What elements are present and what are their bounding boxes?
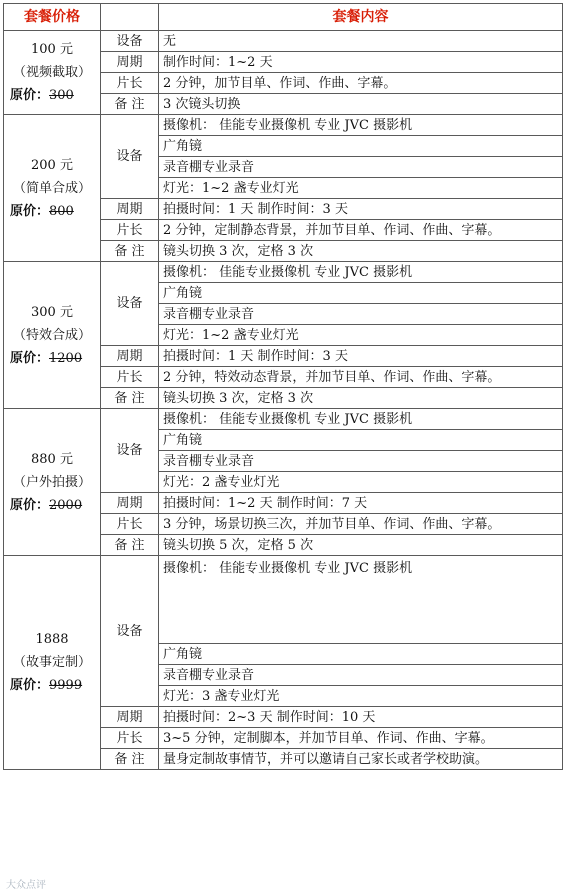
note-value: 镜头切换 3 次，定格 3 次 xyxy=(159,241,563,262)
length-label: 片长 xyxy=(101,220,159,241)
package-name: （户外拍摄） xyxy=(12,474,91,490)
package-table xyxy=(3,3,563,770)
equipment-value: 广角镜 xyxy=(159,136,563,157)
equipment-value: 录音棚专业录音 xyxy=(159,665,563,686)
equipment-value: 灯光：3 盏专业灯光 xyxy=(159,686,563,707)
note-label: 备 注 xyxy=(101,388,159,409)
equipment-value: 灯光：1~2 盏专业灯光 xyxy=(159,325,563,346)
package-name: （故事定制） xyxy=(12,655,91,670)
length-value: 2 分钟，加节目单、作词、作曲、字幕。 xyxy=(159,73,563,94)
note-label: 备 注 xyxy=(101,94,159,115)
equipment-value: 广角镜 xyxy=(159,644,563,665)
original-price: 原价：2000 xyxy=(10,497,83,513)
equipment-value: 录音棚专业录音 xyxy=(159,157,563,178)
length-value: 2 分钟，特效动态背景，并加节目单、作词、作曲、字幕。 xyxy=(159,367,563,388)
note-value: 镜头切换 3 次，定格 3 次 xyxy=(159,388,563,409)
length-label: 片长 xyxy=(101,73,159,94)
length-value: 3~5 分钟，定制脚本，并加节目单、作词、作曲、字幕。 xyxy=(159,728,563,749)
period-label: 周期 xyxy=(101,707,159,728)
content-column-header: 套餐内容 xyxy=(159,4,563,31)
price-column-header: 套餐价格 xyxy=(4,4,101,31)
package-price: 100 元 xyxy=(31,42,73,57)
equipment-value: 录音棚专业录音 xyxy=(159,304,563,325)
length-label: 片长 xyxy=(101,367,159,388)
note-label: 备 注 xyxy=(101,749,159,770)
original-price: 原价：800 xyxy=(10,203,74,219)
equipment-value: 无 xyxy=(159,31,563,52)
price-cell xyxy=(4,115,101,262)
original-price: 原价：9999 xyxy=(10,678,83,693)
period-label: 周期 xyxy=(101,52,159,73)
length-value: 3 分钟，场景切换三次，并加节目单、作词、作曲、字幕。 xyxy=(159,514,563,535)
equipment-value: 摄像机： 佳能专业摄像机 专业 JVC 摄影机 xyxy=(159,262,563,283)
equipment-value: 广角镜 xyxy=(159,430,563,451)
period-label: 周期 xyxy=(101,346,159,367)
package-name: （特效合成） xyxy=(12,327,91,343)
package-name: （视频截取） xyxy=(12,65,91,80)
equipment-value: 广角镜 xyxy=(159,283,563,304)
period-value: 拍摄时间：1 天 制作时间：3 天 xyxy=(159,199,563,220)
equipment-label: 设备 xyxy=(101,31,159,52)
table-row xyxy=(4,556,563,644)
equipment-label: 设备 xyxy=(101,556,159,707)
equipment-value: 灯光：2 盏专业灯光 xyxy=(159,472,563,493)
price-cell xyxy=(4,556,101,770)
period-value: 拍摄时间：1 天 制作时间：3 天 xyxy=(159,346,563,367)
original-price: 原价：1200 xyxy=(10,350,83,366)
period-label: 周期 xyxy=(101,199,159,220)
equipment-value: 摄像机： 佳能专业摄像机 专业 JVC 摄影机 xyxy=(159,556,563,644)
equipment-value: 摄像机： 佳能专业摄像机 专业 JVC 摄影机 xyxy=(159,409,563,430)
length-label: 片长 xyxy=(101,728,159,749)
equipment-label: 设备 xyxy=(101,115,159,199)
package-price: 300 元 xyxy=(31,304,73,320)
period-value: 制作时间：1~2 天 xyxy=(159,52,563,73)
package-name: （简单合成） xyxy=(12,180,91,196)
note-label: 备 注 xyxy=(101,535,159,556)
table-row xyxy=(4,115,563,136)
watermark: 大众点评 xyxy=(6,880,46,891)
price-cell xyxy=(4,31,101,115)
table-row xyxy=(4,262,563,283)
price-cell xyxy=(4,262,101,409)
period-value: 拍摄时间：1~2 天 制作时间：7 天 xyxy=(159,493,563,514)
package-price: 880 元 xyxy=(31,451,73,467)
length-value: 2 分钟，定制静态背景，并加节目单、作词、作曲、字幕。 xyxy=(159,220,563,241)
equipment-value: 灯光：1~2 盏专业灯光 xyxy=(159,178,563,199)
original-price: 原价：300 xyxy=(10,88,74,103)
note-label: 备 注 xyxy=(101,241,159,262)
table-row xyxy=(4,31,563,52)
equipment-label: 设备 xyxy=(101,409,159,493)
note-value: 镜头切换 5 次，定格 5 次 xyxy=(159,535,563,556)
label-column-header xyxy=(101,4,159,31)
table-row xyxy=(4,409,563,430)
note-value: 量身定制故事情节，并可以邀请自己家长或者学校助演。 xyxy=(159,749,563,770)
package-price: 1888 xyxy=(35,632,69,647)
equipment-value: 摄像机： 佳能专业摄像机 专业 JVC 摄影机 xyxy=(159,115,563,136)
length-label: 片长 xyxy=(101,514,159,535)
note-value: 3 次镜头切换 xyxy=(159,94,563,115)
price-cell xyxy=(4,409,101,556)
period-label: 周期 xyxy=(101,493,159,514)
equipment-value: 录音棚专业录音 xyxy=(159,451,563,472)
period-value: 拍摄时间：2~3 天 制作时间：10 天 xyxy=(159,707,563,728)
package-price: 200 元 xyxy=(31,157,73,173)
equipment-label: 设备 xyxy=(101,262,159,346)
